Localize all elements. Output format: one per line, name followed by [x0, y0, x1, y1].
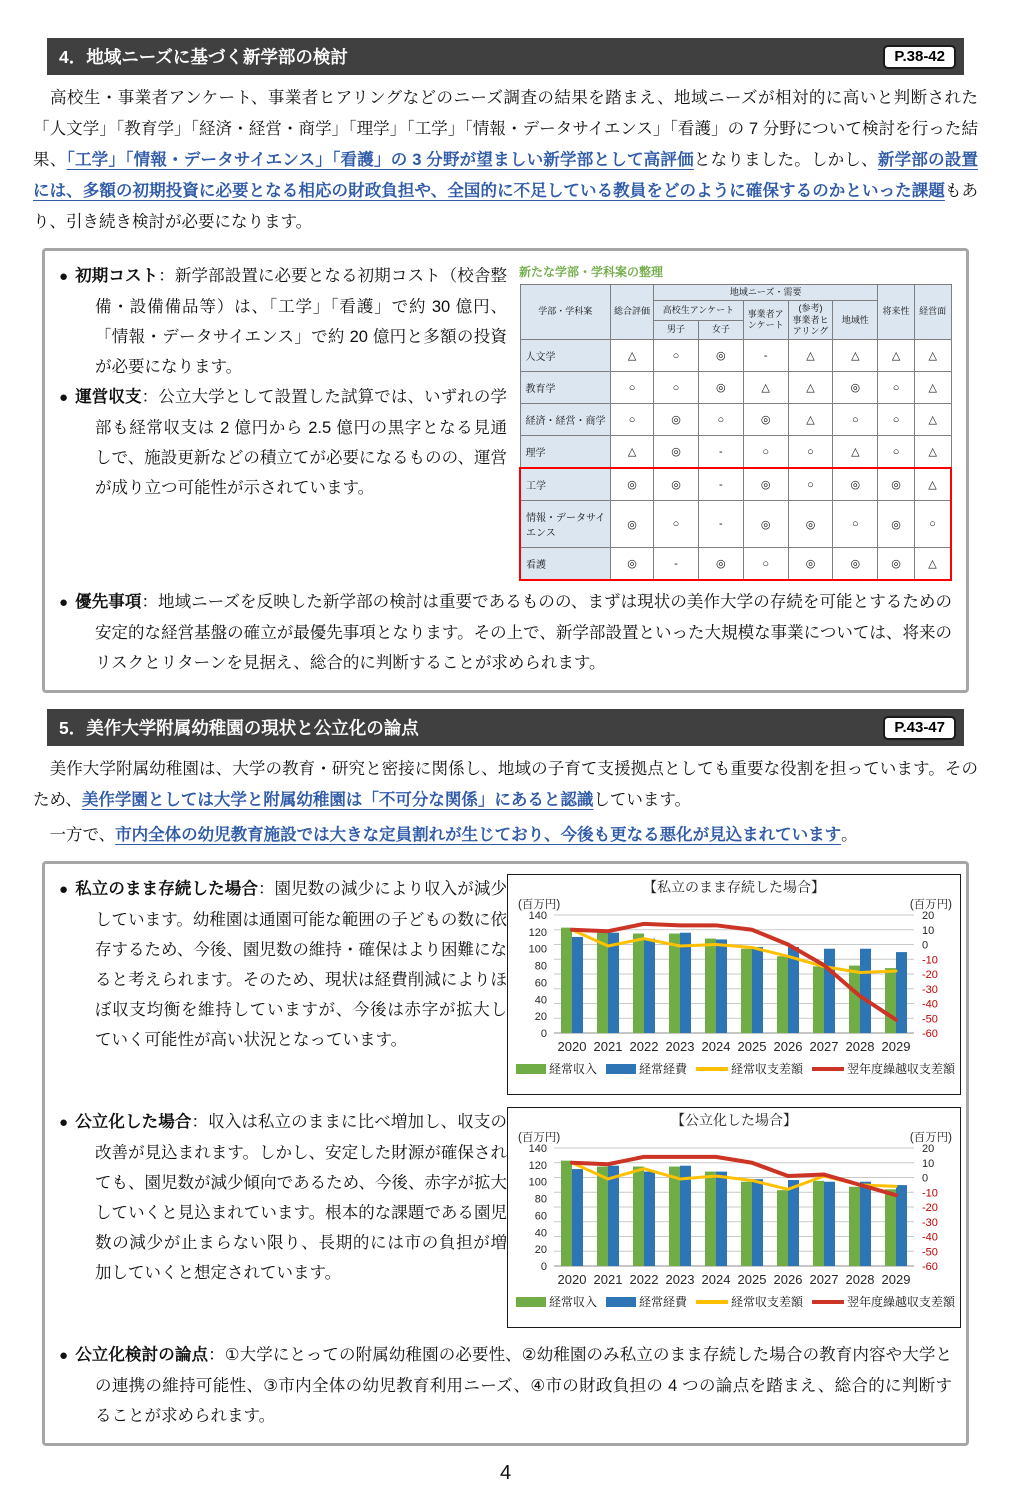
rating-cell: ◎ — [743, 501, 788, 548]
col-header-biz-survey: 事業者アンケート — [743, 301, 788, 340]
bar — [572, 1169, 583, 1266]
bar — [716, 939, 727, 1033]
rating-cell: ◎ — [698, 340, 743, 372]
bullet-label: 運営収支 — [75, 388, 142, 406]
section5-header — [47, 709, 964, 746]
bullet-public-case-column — [59, 1107, 507, 1328]
rating-cell: ○ — [788, 468, 833, 501]
right-axis-unit: (百万円) — [909, 899, 952, 911]
bullet-text: ：①大学にとっての附属幼稚園の必要性、②幼稚園のみ私立のまま存続した場合の教育内容や大学との連携の維持可能性、③市内全体の幼児教育利用ニーズ、④市の財政負担の 4 つの論点を踏まえ、総合的に判断することが求められます。 — [95, 1346, 953, 1425]
rating-cell: ◎ — [654, 436, 699, 469]
bar — [680, 933, 691, 1033]
body-text: 美作大学附属幼稚園は、大学の教育・研究と密接に関係し、地域の子育て支援拠点としても重要な役割を担っています。そのため、 — [33, 760, 978, 809]
line-series — [572, 1163, 896, 1190]
rating-cell: - — [698, 436, 743, 469]
legend-label: 経常収入 — [549, 1062, 598, 1076]
x-axis-label: 2029 — [881, 1272, 911, 1287]
rating-cell: ◎ — [878, 501, 915, 548]
left-axis-unit: (百万円) — [518, 1132, 561, 1144]
bar — [705, 939, 716, 1033]
bullet-label: 初期コスト — [75, 267, 159, 285]
rating-cell: △ — [611, 436, 654, 469]
right-axis-tick: -10 — [922, 954, 938, 967]
col-header-biz-hearing-line2: 事業者ヒアリング — [792, 314, 829, 336]
left-axis-unit: (百万円) — [518, 899, 561, 911]
left-axis-tick: 120 — [528, 1159, 547, 1172]
rating-cell: △ — [833, 436, 878, 469]
rating-cell: ○ — [878, 372, 915, 404]
bar — [669, 934, 680, 1033]
right-axis-tick: 0 — [922, 939, 929, 952]
bullet-text: ：園児数の減少により収入が減少しています。幼稚園は通園可能な範囲の子どもの数に依存するため、今後、園児数の維持・確保はより困難になると考えられます。そのため、現状は経費削減によりほぼ収支均衡を維持していますが、今後は赤字が拡大していく可能性が高い状況となっています。 — [95, 880, 508, 1049]
bar — [644, 1172, 655, 1266]
bullet-label: 公立化検討の論点 — [75, 1346, 209, 1364]
bar — [633, 934, 644, 1033]
faculty-name-cell: 情報・データサイエンス — [520, 501, 611, 548]
rating-cell: △ — [914, 436, 951, 469]
bar — [813, 966, 824, 1033]
bullet-text: ：公立大学として設置した試算では、いずれの学部も経常収支は 2 億円から 2.5 億円の黒字となる見通しで、施設更新などの積立てが必要になるものの、運営が成り立つ可能性が示されています。 — [95, 388, 508, 497]
bar — [752, 1179, 763, 1266]
rating-cell: ◎ — [878, 548, 915, 581]
rating-cell: ◎ — [743, 404, 788, 436]
rating-cell: △ — [878, 340, 915, 372]
rating-cell: ◎ — [698, 372, 743, 404]
legend-swatch — [606, 1064, 636, 1074]
bar — [777, 1190, 788, 1266]
legend-swatch — [516, 1064, 546, 1074]
bullet-private-case-column — [59, 874, 507, 1095]
rating-cell: ○ — [611, 404, 654, 436]
left-axis-tick: 20 — [534, 1244, 547, 1257]
rating-cell: ◎ — [611, 468, 654, 501]
bar — [644, 939, 655, 1033]
x-axis-label: 2028 — [845, 1272, 875, 1287]
x-axis-label: 2020 — [557, 1272, 587, 1287]
rating-cell: ◎ — [788, 548, 833, 581]
section5-paragraph1 — [33, 754, 978, 816]
bar — [788, 1180, 799, 1266]
bar — [752, 947, 763, 1033]
rating-cell: ○ — [833, 404, 878, 436]
section5-title: 5．美作大学附属幼稚園の現状と公立化の論点 — [59, 718, 419, 738]
faculty-name-cell: 人文学 — [520, 340, 611, 372]
legend-label: 経常収支差額 — [731, 1295, 804, 1309]
bullet-text: ：地域ニーズを反映した新学部の検討は重要であるものの、まずは現状の美作大学の存続を可能とするための安定的な経営基盤の確立が最優先事項となります。その上で、新学部設置といった大規模な事業については、将来のリスクとリターンを見据え、総合的に判断することが求められます。 — [95, 593, 953, 672]
table-row — [520, 404, 951, 436]
right-axis-tick: -20 — [922, 1202, 938, 1214]
bullet-label: 優先事項 — [75, 593, 142, 611]
rating-cell: △ — [833, 340, 878, 372]
legend-label: 経常収入 — [549, 1295, 598, 1309]
section4-summary-box — [42, 248, 969, 693]
right-axis-tick: 20 — [922, 910, 935, 922]
legend-label: 翌年度繰越収支差額 — [847, 1295, 956, 1309]
x-axis-label: 2021 — [593, 1272, 623, 1287]
bullet-dot: ● — [59, 881, 69, 898]
bar — [572, 937, 583, 1033]
left-axis-tick: 20 — [534, 1011, 547, 1024]
left-axis-tick: 80 — [534, 1193, 547, 1206]
table-row — [520, 436, 951, 469]
right-axis-tick: -60 — [922, 1028, 938, 1040]
emphasized-underlined-text: 美作学園としては大学と附属幼稚園は「不可分な関係」にあると認識 — [81, 791, 594, 809]
col-header-hs-survey: 高校生アンケート — [654, 301, 744, 320]
body-text: 。 — [841, 826, 858, 844]
right-axis-tick: -40 — [922, 998, 938, 1011]
rating-cell: ○ — [878, 436, 915, 469]
legend-label: 経常経費 — [639, 1295, 688, 1309]
right-axis-tick: 20 — [922, 1143, 935, 1155]
bar — [633, 1167, 644, 1266]
left-axis-tick: 120 — [528, 926, 547, 939]
left-axis-tick: 60 — [534, 1210, 547, 1223]
bullet-dot: ● — [59, 389, 69, 406]
bullet-dot: ● — [59, 1347, 69, 1364]
left-axis-tick: 140 — [528, 910, 547, 922]
bar — [849, 966, 860, 1033]
right-axis-tick: -30 — [922, 983, 938, 996]
chart-title: 【私立のまま存続した場合】 — [643, 879, 825, 895]
rating-cell: ○ — [833, 501, 878, 548]
rating-cell: ○ — [788, 436, 833, 469]
bar — [597, 933, 608, 1033]
emphasized-underlined-text: 市内全体の幼児教育施設では大きな定員割れが生じており、今後も更なる悪化が見込まれています — [115, 826, 842, 844]
col-header-overall: 総合評価 — [611, 285, 654, 340]
body-text: 高校生・事業者アンケート、事業者ヒアリングなどのニーズ調査の結果を踏まえ、地域ニーズが相対的に高いと判断された「人文学」「教育学」「経済・経営・商学」「理学」「工学」「情報・データサイエンス」「看護」の 7 分野について検討を行った結果、 — [33, 89, 978, 169]
left-axis-tick: 0 — [540, 1028, 547, 1040]
x-axis-label: 2026 — [773, 1039, 803, 1054]
rating-cell: ◎ — [878, 468, 915, 501]
col-header-regionality: 地域性 — [833, 301, 878, 340]
left-axis-tick: 0 — [540, 1261, 547, 1273]
bar — [741, 1182, 752, 1266]
bar — [705, 1172, 716, 1266]
x-axis-label: 2028 — [845, 1039, 875, 1054]
rating-cell: ◎ — [654, 404, 699, 436]
rating-cell: - — [698, 468, 743, 501]
bar — [824, 949, 835, 1033]
legend-swatch — [516, 1297, 546, 1307]
chart-public-case-box — [507, 1107, 961, 1328]
rating-cell: △ — [914, 372, 951, 404]
bar — [896, 952, 907, 1033]
left-axis-tick: 140 — [528, 1143, 547, 1155]
table-title: 新たな学部・学科案の整理 — [519, 265, 664, 279]
chart-private-case — [508, 875, 960, 1089]
rating-cell: ○ — [914, 501, 951, 548]
body-text: もあり、引き続き検討が必要になります。 — [33, 182, 979, 231]
left-axis-tick: 100 — [528, 1176, 547, 1189]
col-header-girls: 女子 — [698, 320, 743, 339]
line-series — [572, 930, 896, 973]
x-axis-label: 2025 — [737, 1039, 767, 1054]
rating-cell: △ — [914, 404, 951, 436]
rating-cell: ◎ — [611, 548, 654, 581]
rating-cell: △ — [788, 340, 833, 372]
bullet-dot: ● — [59, 268, 69, 285]
section5-paragraph2 — [33, 820, 978, 851]
bar — [896, 1185, 907, 1266]
left-axis-tick: 40 — [534, 1227, 547, 1240]
x-axis-label: 2022 — [629, 1272, 659, 1287]
bullet-label: 公立化した場合 — [75, 1113, 192, 1131]
chart-legend — [516, 1061, 956, 1076]
rating-cell: ◎ — [833, 372, 878, 404]
x-axis-label: 2026 — [773, 1272, 803, 1287]
rating-cell: ○ — [698, 404, 743, 436]
box1-table-column — [507, 261, 952, 581]
col-header-biz-hearing-line1: (参考) — [798, 303, 823, 314]
rating-cell: ○ — [743, 436, 788, 469]
right-axis-tick: -40 — [922, 1231, 938, 1244]
col-header-biz-hearing — [788, 301, 833, 340]
rating-cell: ○ — [878, 404, 915, 436]
rating-cell: ◎ — [654, 468, 699, 501]
rating-cell: ○ — [654, 340, 699, 372]
rating-cell: ○ — [654, 372, 699, 404]
x-axis-label: 2024 — [701, 1039, 731, 1054]
right-axis-tick: 10 — [922, 924, 935, 937]
col-header-boys: 男子 — [654, 320, 699, 339]
emphasized-underlined-text: 新学部の設置には、多額の初期投資に必要となる相応の財政負担や、全国的に不足している教員をどのように確保するのかといった課題 — [33, 151, 979, 200]
rating-cell: △ — [788, 404, 833, 436]
rating-cell: ◎ — [698, 548, 743, 581]
bar — [777, 956, 788, 1033]
rating-cell: - — [743, 340, 788, 372]
rating-cell: △ — [914, 548, 951, 581]
left-axis-tick: 40 — [534, 994, 547, 1007]
bar — [849, 1187, 860, 1266]
x-axis-label: 2029 — [881, 1039, 911, 1054]
bullet-public-case — [59, 1107, 507, 1288]
table-row — [520, 372, 951, 404]
rating-cell: - — [654, 548, 699, 581]
x-axis-label: 2020 — [557, 1039, 587, 1054]
section4-paragraph — [33, 83, 978, 238]
right-axis-tick: -10 — [922, 1187, 938, 1200]
box1-bullets-column — [59, 261, 507, 581]
rating-cell: △ — [743, 372, 788, 404]
rating-cell: ◎ — [743, 468, 788, 501]
col-header-management: 経営面 — [914, 285, 951, 340]
body-text: しています。 — [593, 791, 692, 809]
body-text: 一方で、 — [33, 826, 116, 844]
rating-cell: ◎ — [833, 548, 878, 581]
bar — [860, 949, 871, 1033]
bar — [680, 1166, 691, 1266]
table-body — [520, 340, 951, 581]
section5-analysis-box — [42, 861, 969, 1446]
emphasized-underlined-text: 「工学」「情報・データサイエンス」「看護」の 3 分野が望ましい新学部として高評価 — [66, 151, 694, 169]
body-text: となりました。しかし、 — [693, 151, 878, 169]
bar — [561, 1161, 572, 1266]
bar — [813, 1181, 824, 1266]
section4-header — [47, 38, 964, 75]
col-header-future: 将来性 — [878, 285, 915, 340]
bullet-dot: ● — [59, 594, 69, 611]
bar — [824, 1182, 835, 1266]
chart-private-case-box — [507, 874, 961, 1095]
faculty-evaluation-table — [519, 284, 952, 581]
bullet-text: ：新学部設置に必要となる初期コスト（校舎整備・設備備品等）は、「工学」「看護」で約 30 億円、「情報・データサイエンス」で約 20 億円と多額の投資が必要になります。 — [95, 267, 508, 376]
faculty-name-cell: 看護 — [520, 548, 611, 581]
bullet-dot: ● — [59, 1114, 69, 1131]
bullet-text: ：収入は私立のままに比べ増加し、収支の改善が見込まれます。しかし、安定した財源が確保されても、園児数が減少傾向であるため、今後、赤字が拡大していくと見込まれています。根本的な課題である園児数の減少が止まらない限り、長期的には市の負担が増加していくと想定されています。 — [95, 1113, 508, 1282]
bar — [597, 1167, 608, 1266]
left-axis-tick: 100 — [528, 943, 547, 956]
chart-public-case — [508, 1108, 960, 1322]
chart-title: 【公立化した場合】 — [671, 1112, 797, 1128]
legend-label: 経常収支差額 — [731, 1062, 804, 1076]
rating-cell: ◎ — [788, 501, 833, 548]
bar — [669, 1167, 680, 1266]
table-row — [520, 340, 951, 372]
rating-cell: △ — [914, 340, 951, 372]
x-axis-label: 2025 — [737, 1272, 767, 1287]
table-row — [520, 468, 951, 501]
right-axis-unit: (百万円) — [909, 1132, 952, 1144]
page-number: 4 — [499, 1462, 512, 1484]
x-axis-label: 2021 — [593, 1039, 623, 1054]
bar — [561, 928, 572, 1033]
left-axis-tick: 80 — [534, 960, 547, 973]
x-axis-label: 2023 — [665, 1039, 695, 1054]
bar — [885, 968, 896, 1033]
x-axis-label: 2027 — [809, 1039, 839, 1054]
table-head — [520, 285, 951, 340]
faculty-name-cell: 工学 — [520, 468, 611, 501]
rating-cell: ◎ — [833, 468, 878, 501]
bar — [608, 933, 619, 1033]
section5-page-ref-badge: P.43-47 — [883, 716, 956, 740]
legend-label: 翌年度繰越収支差額 — [847, 1062, 956, 1076]
right-axis-tick: 0 — [922, 1172, 929, 1185]
legend-label: 経常経費 — [639, 1062, 688, 1076]
bullet-label: 私立のまま存続した場合 — [75, 880, 258, 898]
faculty-name-cell: 理学 — [520, 436, 611, 469]
legend-swatch — [606, 1297, 636, 1307]
right-axis-tick: 10 — [922, 1157, 935, 1170]
rating-cell: △ — [914, 468, 951, 501]
bullet-operating-balance — [59, 382, 507, 503]
x-axis-label: 2022 — [629, 1039, 659, 1054]
right-axis-tick: -50 — [922, 1246, 938, 1259]
bar — [716, 1172, 727, 1266]
bar — [741, 949, 752, 1033]
bullet-private-case — [59, 874, 507, 1055]
rating-cell: ◎ — [611, 501, 654, 548]
rating-cell: ○ — [611, 372, 654, 404]
faculty-name-cell: 経済・経営・商学 — [520, 404, 611, 436]
right-axis-tick: -30 — [922, 1216, 938, 1229]
table-row — [520, 548, 951, 581]
col-header-faculty: 学部・学科案 — [520, 285, 611, 340]
chart-legend — [516, 1294, 956, 1309]
right-axis-tick: -60 — [922, 1261, 938, 1273]
rating-cell: △ — [611, 340, 654, 372]
rating-cell: ○ — [743, 548, 788, 581]
section4-page-ref-badge: P.38-42 — [883, 45, 956, 69]
bullet-priority — [59, 587, 952, 678]
faculty-name-cell: 教育学 — [520, 372, 611, 404]
right-axis-tick: -50 — [922, 1013, 938, 1026]
rating-cell: - — [698, 501, 743, 548]
bar — [608, 1166, 619, 1266]
x-axis-label: 2023 — [665, 1272, 695, 1287]
rating-cell: ○ — [654, 501, 699, 548]
x-axis-label: 2024 — [701, 1272, 731, 1287]
rating-cell: △ — [788, 372, 833, 404]
bullet-initial-cost — [59, 261, 507, 382]
bar — [860, 1182, 871, 1266]
bar — [885, 1189, 896, 1266]
left-axis-tick: 60 — [534, 977, 547, 990]
bullet-discussion-points — [59, 1340, 952, 1431]
table-row — [520, 501, 951, 548]
section4-title: 4．地域ニーズに基づく新学部の検討 — [59, 47, 348, 67]
col-header-needs-group: 地域ニーズ・需要 — [654, 285, 878, 301]
x-axis-label: 2027 — [809, 1272, 839, 1287]
right-axis-tick: -20 — [922, 969, 938, 981]
